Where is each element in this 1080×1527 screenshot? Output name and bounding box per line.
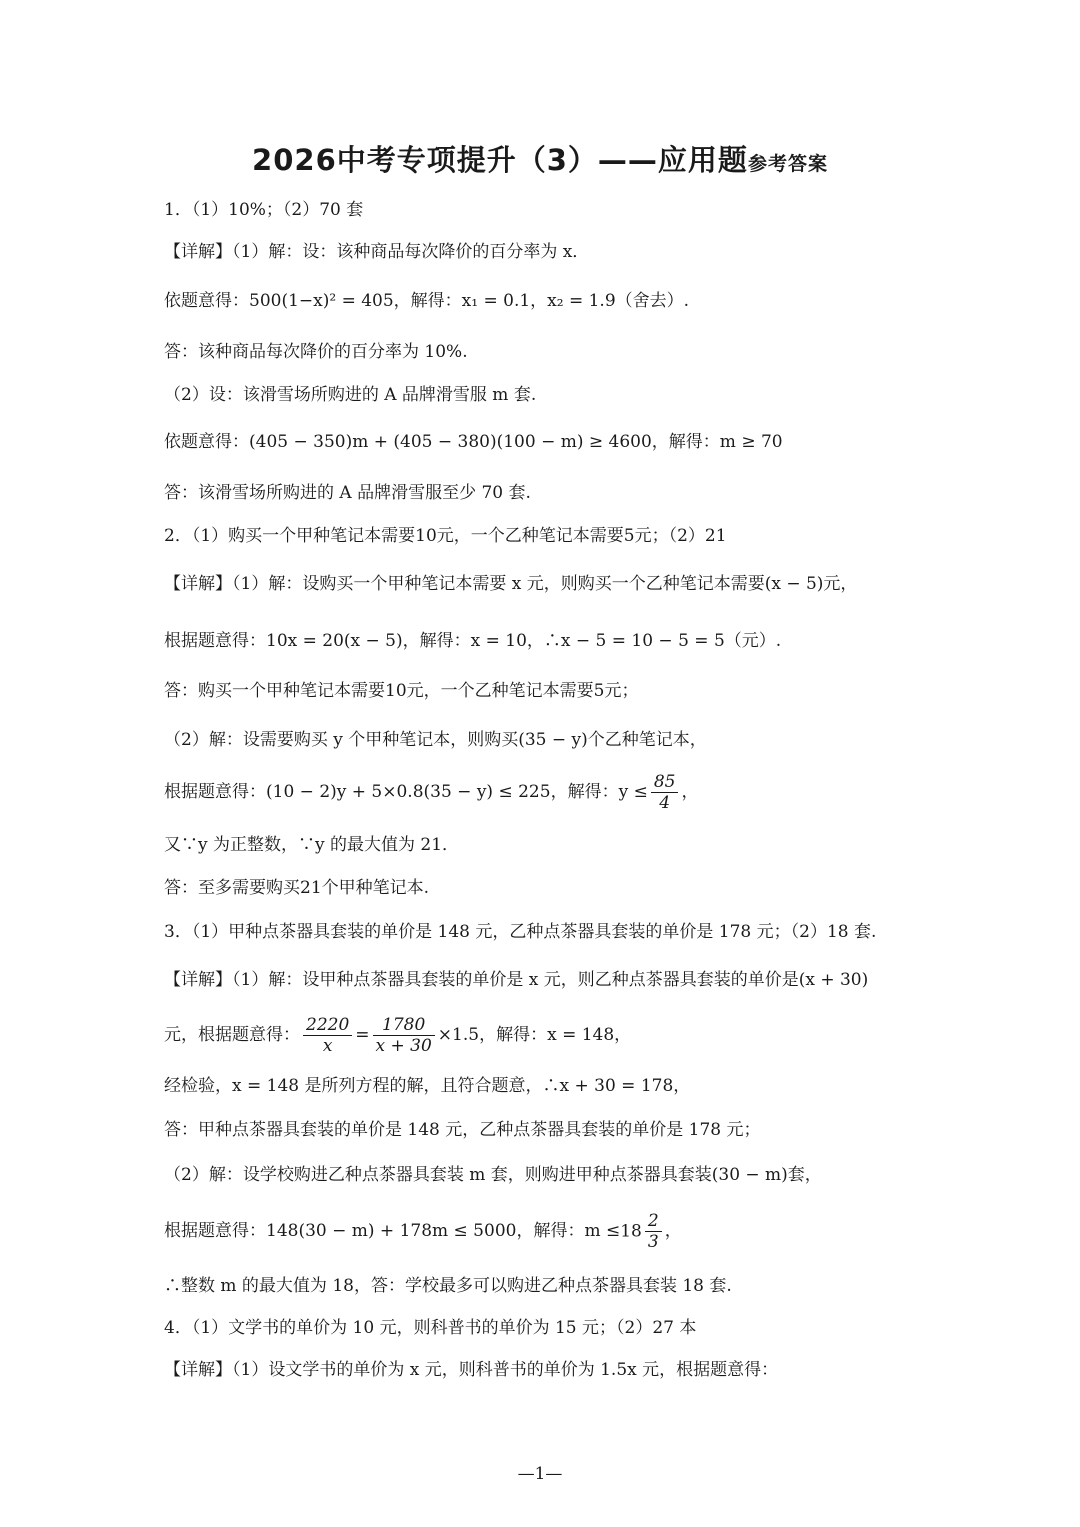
answer-3-conclusion-2: ∴整数 m 的最大值为 18，答：学校最多可以购进乙种点茶器具套装 18 套.: [164, 1276, 732, 1296]
fraction-85-over-4: [651, 772, 679, 813]
title-sub: 参考答案: [747, 153, 828, 175]
answer-3-part-2-setup: （2）解：设学校购进乙种点茶器具套装 m 套，则购进甲种点茶器具套装(30 − m)套，: [164, 1165, 822, 1185]
answer-1-inequality: 依题意得：(405 − 350)m + (405 − 380)(100 − m) ≥ 4600，解得：m ≥ 70: [164, 432, 783, 452]
fraction-after: ，: [681, 782, 699, 802]
fraction-2220-over-x: [303, 1015, 352, 1056]
answer-2-conclusion-1: 答：购买一个甲种笔记本需要10元，一个乙种笔记本需要5元；: [164, 681, 639, 701]
answer-3-inequality-text: 根据题意得：148(30 − m) + 178m ≤ 5000，解得：m ≤: [164, 1221, 621, 1241]
answer-1-summary: 1．（1）10%；（2）70 套: [164, 200, 364, 220]
answer-2-integer-note: 又∵y 为正整数，∵y 的最大值为 21．: [164, 835, 460, 855]
answer-4-summary: 4．（1）文学书的单价为 10 元，则科普书的单价为 15 元；（2）27 本: [164, 1318, 697, 1338]
page-number: —1—: [517, 1464, 563, 1484]
mixed-number-18-2-3: [620, 1211, 664, 1252]
page-title: [0, 138, 1080, 179]
answer-3-detail-intro: 【详解】（1）解：设甲种点茶器具套装的单价是 x 元，则乙种点茶器具套装的单价是(x + 30): [164, 970, 869, 990]
answer-2-part-2-setup: （2）解：设需要购买 y 个甲种笔记本，则购买(35 − y)个乙种笔记本，: [164, 730, 707, 750]
answer-1-conclusion-1: 答：该种商品每次降价的百分率为 10%.: [164, 342, 468, 362]
answer-3-equation: [164, 1015, 631, 1056]
answer-3-equation-lead: 元，根据题意得：: [164, 1025, 300, 1045]
answer-2-inequality-text: 根据题意得：(10 − 2)y + 5×0.8(35 − y) ≤ 225，解得：y ≤: [164, 782, 648, 802]
title-main: 2026中考专项提升（3）——应用题: [252, 143, 748, 177]
answer-3-verification: 经检验，x = 148 是所列方程的解，且符合题意，∴x + 30 = 178，: [164, 1076, 691, 1096]
mixed-whole: 18: [620, 1221, 642, 1242]
answer-2-detail-intro: 【详解】（1）解：设购买一个甲种笔记本需要 x 元，则购买一个乙种笔记本需要(x − 5)元，: [164, 574, 858, 594]
fraction-numerator: 2: [645, 1211, 662, 1232]
answer-1-conclusion-2: 答：该滑雪场所购进的 A 品牌滑雪服至少 70 套.: [164, 483, 531, 503]
equals-sign: =: [355, 1025, 370, 1045]
mixed-after: ，: [664, 1221, 682, 1241]
answer-2-conclusion-2: 答：至多需要购买21个甲种笔记本.: [164, 878, 430, 898]
fraction-numerator: 1780: [373, 1015, 435, 1036]
answer-3-inequality: [164, 1211, 682, 1252]
fraction-denominator: 4: [659, 793, 671, 813]
answer-1-detail-intro: 【详解】（1）解：设：该种商品每次降价的百分率为 x．: [164, 242, 590, 262]
fraction-numerator: 2220: [303, 1015, 352, 1036]
fraction-denominator: x + 30: [375, 1036, 432, 1056]
answer-3-equation-tail: ×1.5，解得：x = 148，: [437, 1025, 632, 1045]
fraction-denominator: 3: [647, 1232, 659, 1252]
answer-3-conclusion-1: 答：甲种点茶器具套装的单价是 148 元，乙种点茶器具套装的单价是 178 元；: [164, 1120, 761, 1140]
mixed-fraction: [645, 1211, 662, 1252]
answer-3-summary: 3．（1）甲种点茶器具套装的单价是 148 元，乙种点茶器具套装的单价是 178 元；（2）18 套.: [164, 922, 877, 942]
answer-1-equation: 依题意得：500(1−x)² = 405，解得：x₁ = 0.1，x₂ = 1.9（舍去）.: [164, 291, 690, 311]
answer-1-part-2-setup: （2）设：该滑雪场所购进的 A 品牌滑雪服 m 套.: [164, 385, 537, 405]
fraction-1780-over-x-plus-30: [373, 1015, 435, 1056]
fraction-denominator: x: [322, 1036, 333, 1056]
answer-2-inequality: [164, 772, 698, 813]
answer-2-summary: 2．（1）购买一个甲种笔记本需要10元，一个乙种笔记本需要5元；（2）21: [164, 526, 727, 546]
answer-2-equation: 根据题意得：10x = 20(x − 5)，解得：x = 10，∴x − 5 = 10 − 5 = 5（元）.: [164, 631, 782, 651]
fraction-numerator: 85: [651, 772, 679, 793]
answer-4-detail-intro: 【详解】（1）设文学书的单价为 x 元，则科普书的单价为 1.5x 元，根据题意得：: [164, 1360, 779, 1380]
